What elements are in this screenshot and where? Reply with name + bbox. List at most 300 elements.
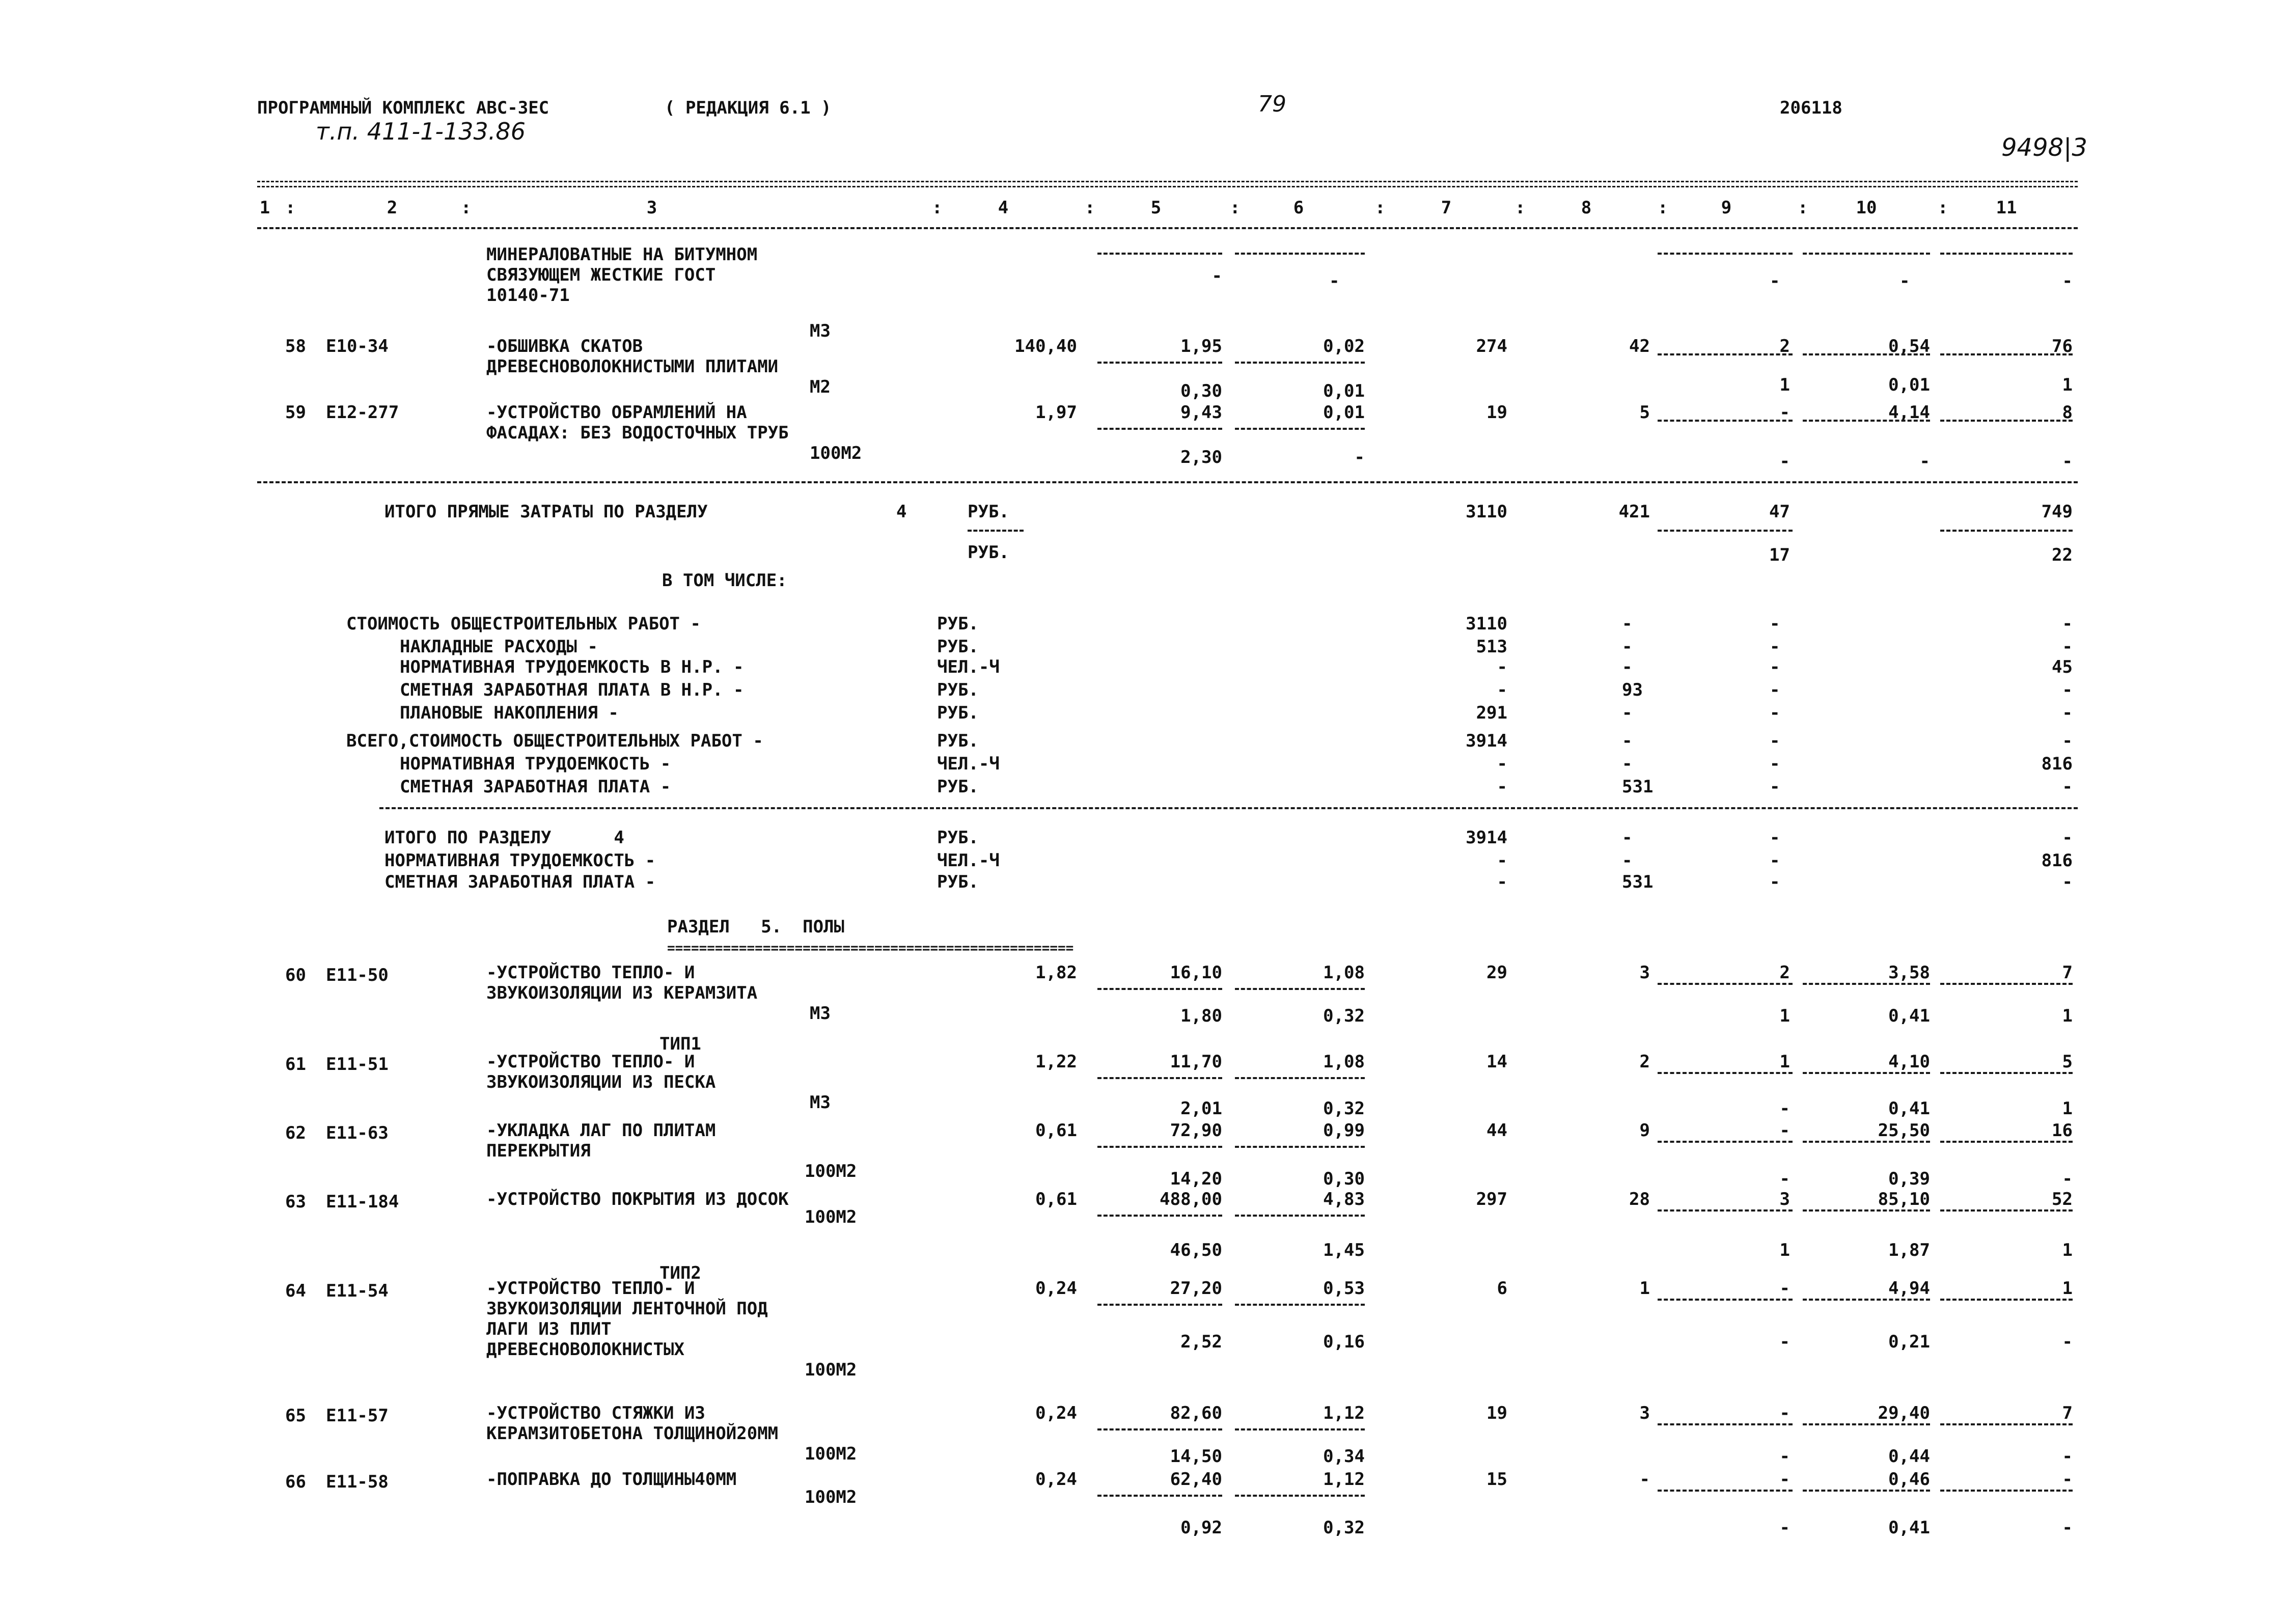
breakdown-cost: 3914 — [1466, 731, 1507, 751]
section-total-machine: - — [1770, 850, 1780, 871]
column-separator: : — [285, 198, 296, 218]
column-number-3: 3 — [646, 198, 657, 218]
column-separator: : — [1658, 198, 1668, 218]
totals-cost: 3110 — [1466, 502, 1507, 522]
item-description: -УСТРОЙСТВО ТЕПЛО- И — [486, 962, 695, 983]
section-total-label: ИТОГО ПО РАЗДЕЛУ 4 — [384, 828, 624, 848]
sheet-ref: 9498|3 — [2001, 133, 2087, 162]
totals-machine-sub: 17 — [1769, 545, 1790, 565]
sub-rule — [1097, 1495, 1222, 1497]
totals-labor-sub: 22 — [2052, 545, 2073, 565]
sub-rule — [1940, 1490, 2073, 1492]
sub-rule — [1235, 1215, 1365, 1217]
machine-sub: 1 — [1779, 1006, 1790, 1026]
sub-rule — [968, 530, 1024, 532]
total-labor-sub: 1 — [2062, 1006, 2073, 1026]
breakdown-wages: 531 — [1622, 777, 1654, 797]
item-number: 58 — [285, 336, 306, 356]
total-cost: 15 — [1486, 1469, 1507, 1490]
sub-rule — [1803, 983, 1930, 985]
sub-rule — [1097, 1077, 1222, 1079]
item-unit: 100М2 — [805, 1444, 857, 1464]
unit-cost: 11,70 — [1170, 1052, 1222, 1072]
section-rule — [379, 807, 2078, 809]
total-labor-sub: - — [2062, 1169, 2073, 1189]
item-description: ЗВУКОИЗОЛЯЦИИ ЛЕНТОЧНОЙ ПОД — [486, 1299, 768, 1319]
total-labor-sub: 1 — [2062, 375, 2073, 395]
sub-rule — [1940, 253, 2073, 255]
breakdown-unit: РУБ. — [937, 614, 979, 634]
breakdown-machine: - — [1770, 614, 1780, 634]
breakdown-label: НОРМАТИВНАЯ ТРУДОЕМКОСТЬ - — [400, 754, 671, 774]
item-number: 61 — [285, 1054, 306, 1075]
item-description: -УКЛАДКА ЛАГ ПО ПЛИТАМ — [486, 1120, 716, 1141]
item-description: ДРЕВЕСНОВОЛОКНИСТЫМИ ПЛИТАМИ — [486, 356, 779, 377]
total-labor-sub: - — [2062, 1518, 2073, 1538]
breakdown-unit: ЧЕЛ.-Ч — [937, 657, 1000, 677]
sub-rule — [1235, 362, 1365, 364]
item-unit: 100М2 — [805, 1161, 857, 1181]
machine-cost: 3 — [1779, 1189, 1790, 1209]
column-number-6: 6 — [1293, 198, 1304, 218]
total-wages: 1 — [1639, 1278, 1650, 1299]
unit-cost: 1,95 — [1180, 336, 1222, 356]
labor-hours-sub: 0,01 — [1888, 375, 1930, 395]
labor-hours-sub: - — [1919, 451, 1930, 472]
machine-cost: - — [1779, 1278, 1790, 1299]
unit-cost-sub: 2,52 — [1180, 1332, 1222, 1352]
unit-cost-sub: 46,50 — [1170, 1240, 1222, 1260]
machine-cost: - — [1779, 1120, 1790, 1141]
section-total-cost: - — [1497, 872, 1507, 892]
column-number-8: 8 — [1581, 198, 1592, 218]
section-total-machine: - — [1770, 872, 1780, 892]
intro-line: М3 — [810, 321, 831, 341]
sub-rule — [1803, 1423, 1930, 1425]
sub-rule — [1097, 1304, 1222, 1306]
breakdown-label: НАКЛАДНЫЕ РАСХОДЫ - — [400, 637, 598, 657]
unit-labor: 1,12 — [1323, 1403, 1365, 1423]
item-unit: 100М2 — [810, 443, 862, 463]
sub-rule — [1658, 253, 1793, 255]
item-number: 64 — [285, 1281, 306, 1301]
labor-hours-sub: 0,41 — [1888, 1518, 1930, 1538]
unit-cost-sub: 14,50 — [1170, 1446, 1222, 1467]
sub-rule — [1658, 420, 1793, 422]
item-number: 62 — [285, 1123, 306, 1143]
unit-labor: 1,08 — [1323, 962, 1365, 983]
total-labor: 76 — [2052, 336, 2073, 356]
breakdown-labor: - — [2062, 614, 2073, 634]
section-total-wages: 531 — [1622, 872, 1654, 892]
sub-rule — [1658, 1423, 1793, 1425]
labor-hours: 4,94 — [1888, 1278, 1930, 1299]
page-number: 79 — [1258, 91, 1286, 117]
item-code: Е11-50 — [326, 965, 389, 985]
total-wages: 5 — [1639, 402, 1650, 423]
sub-rule — [1940, 420, 2073, 422]
breakdown-cost: 291 — [1476, 703, 1507, 723]
total-labor: 16 — [2052, 1120, 2073, 1141]
item-quantity: 0,24 — [1035, 1278, 1077, 1299]
sub-rule — [1658, 983, 1793, 985]
unit-cost: 82,60 — [1170, 1403, 1222, 1423]
dash-value: - — [1899, 271, 1910, 291]
column-separator: : — [1938, 198, 1948, 218]
total-labor: 52 — [2052, 1189, 2073, 1209]
column-number-2: 2 — [387, 198, 398, 218]
sub-rule — [1803, 1072, 1930, 1074]
section-total-labor: - — [2062, 872, 2073, 892]
item-unit: 100М2 — [805, 1487, 857, 1507]
totals-label: ИТОГО ПРЯМЫЕ ЗАТРАТЫ ПО РАЗДЕЛУ — [384, 502, 708, 522]
total-wages: 2 — [1639, 1052, 1650, 1072]
unit-labor: 4,83 — [1323, 1189, 1365, 1209]
unit-labor: 0,01 — [1323, 402, 1365, 423]
sub-rule — [1658, 1141, 1793, 1143]
column-separator: : — [1375, 198, 1386, 218]
type-label: ТИП1 — [659, 1034, 701, 1054]
sub-rule — [1235, 1146, 1365, 1148]
machine-cost: - — [1779, 1469, 1790, 1490]
labor-hours-sub: 0,44 — [1888, 1446, 1930, 1467]
total-labor: 7 — [2062, 962, 2073, 983]
machine-cost: 2 — [1779, 962, 1790, 983]
item-unit: М3 — [810, 1003, 831, 1024]
item-quantity: 0,24 — [1035, 1403, 1077, 1423]
breakdown-label: ПЛАНОВЫЕ НАКОПЛЕНИЯ - — [400, 703, 619, 723]
sub-rule — [1658, 353, 1793, 355]
machine-sub: - — [1779, 1332, 1790, 1352]
item-description: ЛАГИ ИЗ ПЛИТ — [486, 1319, 612, 1339]
labor-hours: 0,54 — [1888, 336, 1930, 356]
labor-hours: 4,10 — [1888, 1052, 1930, 1072]
unit-labor-sub: 0,01 — [1323, 381, 1365, 401]
labor-hours-sub: 0,21 — [1888, 1332, 1930, 1352]
item-quantity: 0,61 — [1035, 1189, 1077, 1209]
breakdown-wages: - — [1622, 637, 1633, 657]
header-rule-top — [257, 181, 2078, 182]
item-description: ЗВУКОИЗОЛЯЦИИ ИЗ КЕРАМЗИТА — [486, 983, 758, 1003]
column-number-5: 5 — [1150, 198, 1162, 218]
item-code: Е11-51 — [326, 1054, 389, 1075]
total-cost: 44 — [1486, 1120, 1507, 1141]
total-labor: - — [2062, 1469, 2073, 1490]
item-code: Е11-54 — [326, 1281, 389, 1301]
sub-rule — [1803, 1299, 1930, 1301]
total-labor: 1 — [2062, 1278, 2073, 1299]
labor-hours: 4,14 — [1888, 402, 1930, 423]
sub-rule — [1803, 1141, 1930, 1143]
total-labor-sub: 1 — [2062, 1098, 2073, 1119]
sub-rule — [1235, 1077, 1365, 1079]
breakdown-label: СТОИМОСТЬ ОБЩЕСТРОИТЕЛЬНЫХ РАБОТ - — [346, 614, 701, 634]
sub-rule — [1658, 530, 1793, 532]
unit-labor: 0,53 — [1323, 1278, 1365, 1299]
totals-machine: 47 — [1769, 502, 1790, 522]
breakdown-cost: - — [1497, 680, 1507, 700]
type-label: ТИП2 — [659, 1263, 701, 1283]
unit-labor-sub: 0,32 — [1323, 1098, 1365, 1119]
labor-hours: 0,46 — [1888, 1469, 1930, 1490]
breakdown-wages: - — [1622, 657, 1633, 677]
sub-rule — [1658, 1072, 1793, 1074]
sub-rule — [1940, 530, 2073, 532]
section-total-wages: - — [1622, 828, 1633, 848]
unit-cost-sub: 1,80 — [1180, 1006, 1222, 1026]
total-cost: 19 — [1486, 1403, 1507, 1423]
section-total-labor: - — [2062, 828, 2073, 848]
total-wages: 42 — [1629, 336, 1650, 356]
breakdown-wages: - — [1622, 731, 1633, 751]
item-description: ПЕРЕКРЫТИЯ — [486, 1141, 591, 1161]
breakdown-labor: - — [2062, 703, 2073, 723]
labor-hours: 25,50 — [1878, 1120, 1930, 1141]
total-wages: - — [1639, 1469, 1650, 1490]
breakdown-labor: - — [2062, 731, 2073, 751]
breakdown-cost: - — [1497, 777, 1507, 797]
item-number: 65 — [285, 1406, 306, 1426]
total-cost: 19 — [1486, 402, 1507, 423]
project-ref: т.п. 411-1-133.86 — [316, 118, 526, 145]
breakdown-machine: - — [1770, 657, 1780, 677]
section-title-rule: =================================================== — [667, 941, 1074, 956]
item-quantity: 1,82 — [1035, 962, 1077, 983]
breakdown-label: СМЕТНАЯ ЗАРАБОТНАЯ ПЛАТА - — [400, 777, 671, 797]
sub-rule — [1097, 253, 1222, 255]
item-number: 60 — [285, 965, 306, 985]
labor-hours: 85,10 — [1878, 1189, 1930, 1209]
total-cost: 29 — [1486, 962, 1507, 983]
sub-rule — [1940, 983, 2073, 985]
labor-hours-sub: 0,41 — [1888, 1098, 1930, 1119]
item-number: 59 — [285, 402, 306, 423]
item-unit: 100М2 — [805, 1207, 857, 1227]
total-labor-sub: 1 — [2062, 1240, 2073, 1260]
breakdown-machine: - — [1770, 731, 1780, 751]
breakdown-unit: РУБ. — [937, 703, 979, 723]
column-number-1: 1 — [259, 198, 270, 218]
item-code: Е11-57 — [326, 1406, 389, 1426]
machine-sub: 1 — [1779, 375, 1790, 395]
breakdown-cost: - — [1497, 754, 1507, 774]
machine-cost: 1 — [1779, 1052, 1790, 1072]
intro-line: МИНЕРАЛОВАТНЫЕ НА БИТУМНОМ — [486, 244, 758, 265]
item-number: 63 — [285, 1192, 306, 1212]
column-number-7: 7 — [1441, 198, 1452, 218]
item-description: -УСТРОЙСТВО ПОКРЫТИЯ ИЗ ДОСОК — [486, 1189, 789, 1209]
column-number-10: 10 — [1856, 198, 1877, 218]
sub-rule — [1097, 428, 1222, 430]
item-code: Е10-34 — [326, 336, 389, 356]
unit-cost: 27,20 — [1170, 1278, 1222, 1299]
sub-rule — [1940, 1299, 2073, 1301]
breakdown-unit: РУБ. — [937, 731, 979, 751]
breakdown-labor: - — [2062, 637, 2073, 657]
sub-rule — [1940, 1141, 2073, 1143]
sub-rule — [1940, 1072, 2073, 1074]
totals-labor: 749 — [2041, 502, 2073, 522]
breakdown-label: ВСЕГО,СТОИМОСТЬ ОБЩЕСТРОИТЕЛЬНЫХ РАБОТ - — [346, 731, 763, 751]
sub-rule — [1097, 1215, 1222, 1217]
unit-cost-sub: 0,30 — [1180, 381, 1222, 401]
section-total-label: НОРМАТИВНАЯ ТРУДОЕМКОСТЬ - — [384, 850, 656, 871]
section-total-machine: - — [1770, 828, 1780, 848]
column-separator: : — [932, 198, 943, 218]
unit-labor: 1,12 — [1323, 1469, 1365, 1490]
item-code: Е11-63 — [326, 1123, 389, 1143]
item-code: Е12-277 — [326, 402, 399, 423]
machine-sub: - — [1779, 1098, 1790, 1119]
breakdown-labor: 45 — [2052, 657, 2073, 677]
unit-cost: 62,40 — [1170, 1469, 1222, 1490]
section-rule — [257, 481, 2078, 483]
machine-sub: - — [1779, 1169, 1790, 1189]
breakdown-cost: 3110 — [1466, 614, 1507, 634]
total-cost: 14 — [1486, 1052, 1507, 1072]
item-description: -УСТРОЙСТВО СТЯЖКИ ИЗ — [486, 1403, 705, 1423]
column-separator: : — [1798, 198, 1808, 218]
total-wages: 3 — [1639, 1403, 1650, 1423]
breakdown-cost: - — [1497, 657, 1507, 677]
labor-hours: 3,58 — [1888, 962, 1930, 983]
item-description: -УСТРОЙСТВО ОБРАМЛЕНИЙ НА — [486, 402, 747, 423]
sub-rule — [1235, 253, 1365, 255]
sub-rule — [1803, 253, 1930, 255]
section-total-labor: 816 — [2041, 850, 2073, 871]
machine-cost: - — [1779, 1403, 1790, 1423]
unit-cost: 488,00 — [1160, 1189, 1222, 1209]
sub-rule — [1235, 428, 1365, 430]
sub-rule — [1235, 1304, 1365, 1306]
unit-labor-sub: 0,32 — [1323, 1518, 1365, 1538]
header-rule-bottom — [257, 227, 2078, 229]
unit-cost-sub: 2,30 — [1180, 447, 1222, 467]
column-separator: : — [461, 198, 472, 218]
sub-rule — [1235, 1428, 1365, 1430]
totals-unit: РУБ. — [968, 502, 1009, 522]
labor-hours-sub: 0,41 — [1888, 1006, 1930, 1026]
totals-section: 4 — [896, 502, 907, 522]
machine-sub: - — [1779, 1518, 1790, 1538]
breakdown-machine: - — [1770, 777, 1780, 797]
column-number-4: 4 — [998, 198, 1009, 218]
total-labor-sub: - — [2062, 1446, 2073, 1467]
unit-labor-sub: 0,32 — [1323, 1006, 1365, 1026]
section-total-cost: - — [1497, 850, 1507, 871]
section-total-label: СМЕТНАЯ ЗАРАБОТНАЯ ПЛАТА - — [384, 872, 656, 892]
breakdown-wages: - — [1622, 614, 1633, 634]
unit-labor: 0,99 — [1323, 1120, 1365, 1141]
sub-rule — [1658, 1299, 1793, 1301]
total-labor: 5 — [2062, 1052, 2073, 1072]
intro-line: СВЯЗУЮЩЕМ ЖЕСТКИЕ ГОСТ — [486, 265, 716, 285]
sub-rule — [1803, 1490, 1930, 1492]
machine-cost: 2 — [1779, 336, 1790, 356]
machine-sub: 1 — [1779, 1240, 1790, 1260]
dash-value: - — [1329, 271, 1340, 291]
machine-sub: - — [1779, 1446, 1790, 1467]
unit-labor-sub: - — [1354, 447, 1365, 467]
section-total-cost: 3914 — [1466, 828, 1507, 848]
breakdown-label: СМЕТНАЯ ЗАРАБОТНАЯ ПЛАТА В Н.Р. - — [400, 680, 744, 700]
item-quantity: 0,24 — [1035, 1469, 1077, 1490]
software-title: ПРОГРАММНЫЙ КОМПЛЕКС АВС-3ЕС — [257, 98, 549, 118]
unit-cost-sub: 2,01 — [1180, 1098, 1222, 1119]
column-separator: : — [1085, 198, 1095, 218]
sub-rule — [1940, 1423, 2073, 1425]
total-labor: 7 — [2062, 1403, 2073, 1423]
breakdown-labor: - — [2062, 777, 2073, 797]
section-title: РАЗДЕЛ 5. ПОЛЫ — [667, 917, 844, 937]
sub-rule — [1235, 988, 1365, 990]
machine-sub: - — [1779, 451, 1790, 472]
total-cost: 6 — [1497, 1278, 1507, 1299]
breakdown-machine: - — [1770, 703, 1780, 723]
breakdown-labor: 816 — [2041, 754, 2073, 774]
unit-labor-sub: 1,45 — [1323, 1240, 1365, 1260]
sub-rule — [1940, 1209, 2073, 1212]
breakdown-cost: 513 — [1476, 637, 1507, 657]
item-description: -УСТРОЙСТВО ТЕПЛО- И — [486, 1278, 695, 1299]
column-number-9: 9 — [1721, 198, 1732, 218]
unit-cost: 72,90 — [1170, 1120, 1222, 1141]
sub-rule — [1235, 1495, 1365, 1497]
breakdown-label: НОРМАТИВНАЯ ТРУДОЕМКОСТЬ В Н.Р. - — [400, 657, 744, 677]
dash-value: - — [1770, 271, 1780, 291]
unit-labor-sub: 0,30 — [1323, 1169, 1365, 1189]
item-quantity: 0,61 — [1035, 1120, 1077, 1141]
breakdown-wages: 93 — [1622, 680, 1643, 700]
total-cost: 297 — [1476, 1189, 1507, 1209]
breakdown-unit: ЧЕЛ.-Ч — [937, 754, 1000, 774]
breakdown-unit: РУБ. — [937, 637, 979, 657]
sub-rule — [1097, 362, 1222, 364]
total-labor: 8 — [2062, 402, 2073, 423]
including-label: В ТОМ ЧИСЛЕ: — [662, 570, 787, 591]
column-separator: : — [1515, 198, 1526, 218]
total-wages: 3 — [1639, 962, 1650, 983]
item-unit: М2 — [810, 377, 831, 397]
edition-label: ( РЕДАКЦИЯ 6.1 ) — [665, 98, 832, 118]
labor-hours: 29,40 — [1878, 1403, 1930, 1423]
total-labor-sub: - — [2062, 1332, 2073, 1352]
unit-cost: 9,43 — [1180, 402, 1222, 423]
unit-cost: 16,10 — [1170, 962, 1222, 983]
section-total-wages: - — [1622, 850, 1633, 871]
item-quantity: 140,40 — [1014, 336, 1077, 356]
dash-value: - — [1211, 266, 1222, 286]
total-wages: 28 — [1629, 1189, 1650, 1209]
item-quantity: 1,22 — [1035, 1052, 1077, 1072]
item-description: ДРЕВЕСНОВОЛОКНИСТЫХ — [486, 1339, 684, 1360]
intro-line: 10140-71 — [486, 285, 570, 306]
breakdown-unit: РУБ. — [937, 680, 979, 700]
breakdown-machine: - — [1770, 754, 1780, 774]
sub-rule — [1803, 353, 1930, 355]
item-code: Е11-184 — [326, 1192, 399, 1212]
column-number-11: 11 — [1996, 198, 2017, 218]
column-separator: : — [1230, 198, 1241, 218]
unit-labor: 0,02 — [1323, 336, 1365, 356]
total-labor-sub: - — [2062, 451, 2073, 472]
item-description: КЕРАМЗИТОБЕТОНА ТОЛЩИНОЙ20ММ — [486, 1423, 779, 1444]
dash-value: - — [2062, 271, 2073, 291]
section-total-unit: ЧЕЛ.-Ч — [937, 850, 1000, 871]
machine-cost: - — [1779, 402, 1790, 423]
header-rule-top-2 — [257, 186, 2078, 187]
section-total-unit: РУБ. — [937, 872, 979, 892]
